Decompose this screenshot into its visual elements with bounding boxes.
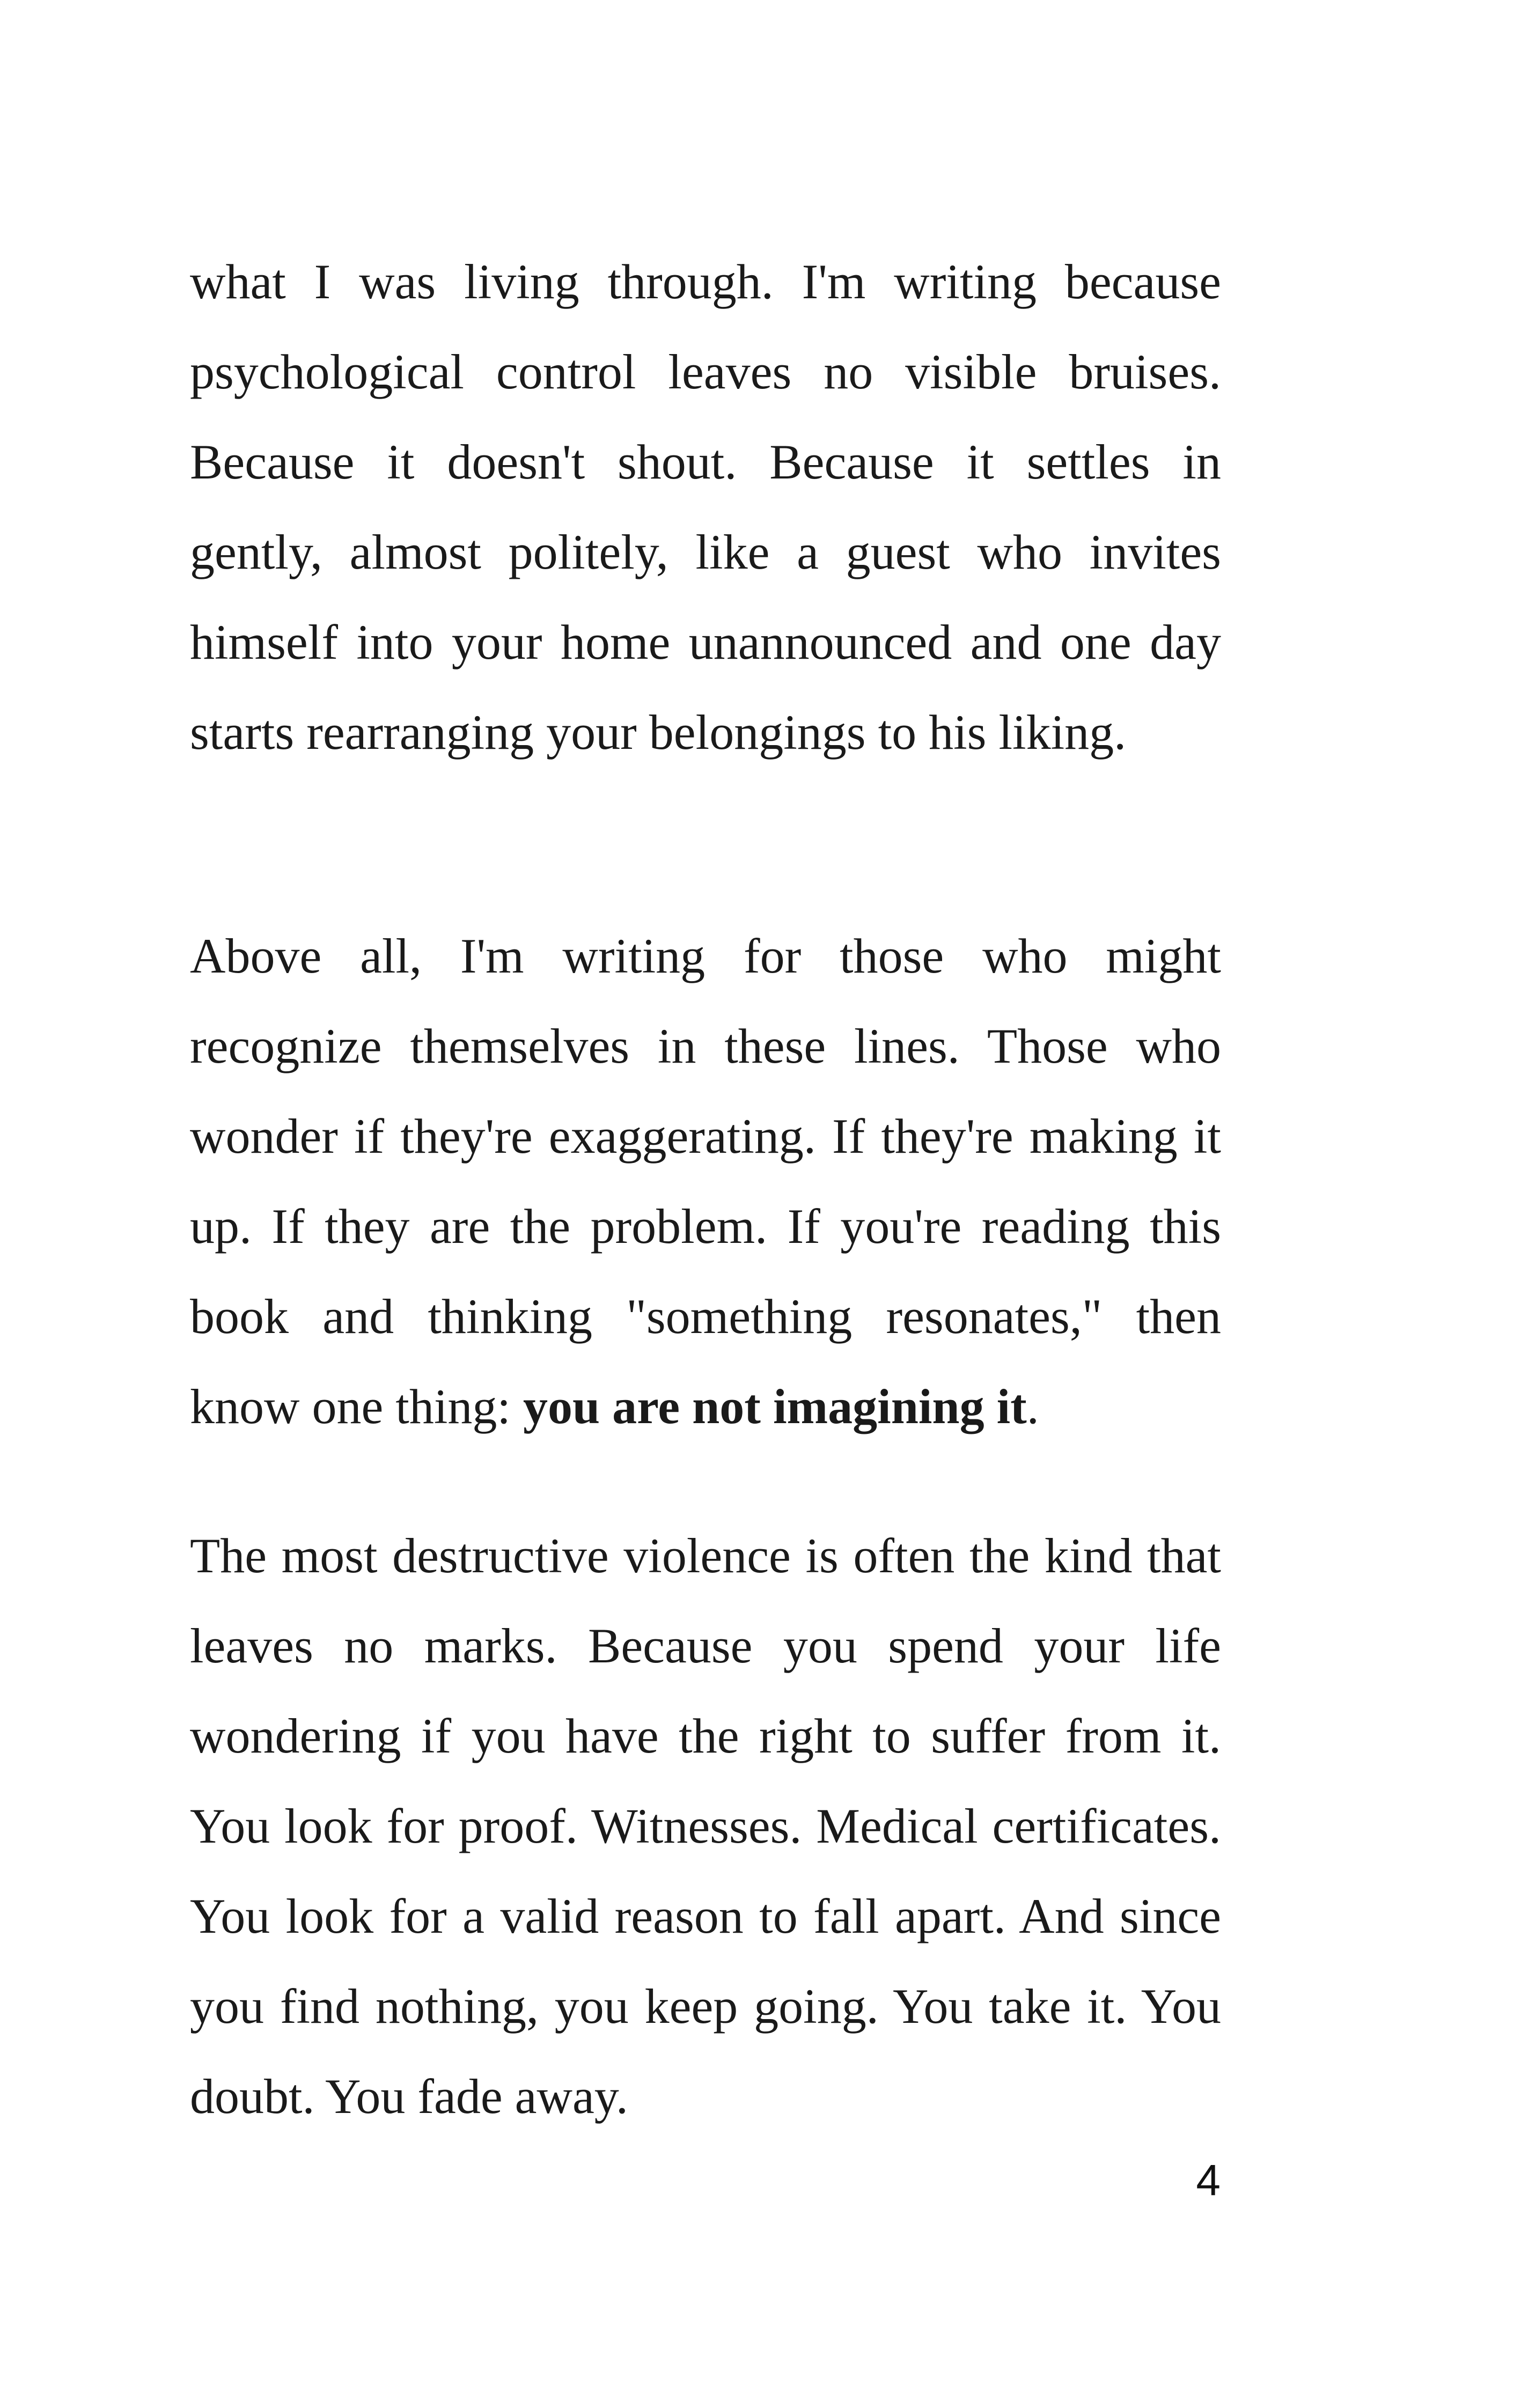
page-number: 4	[1196, 2156, 1221, 2205]
paragraph-2-trailing-text: .	[1026, 1379, 1039, 1434]
paragraph-1	[190, 237, 1221, 777]
paragraph-2-bold-emphasis: you are not imagining it	[523, 1379, 1027, 1434]
paragraph-3	[190, 1511, 1221, 2141]
paragraph-1-text: what I was living through. I'm writing because psychological control leaves no visible bruises. Because it doesn't shout. Because it settles in gently, almost politely, like a guest who invites himself into your home unannounced and one day starts rearranging your belongings to his liking.	[190, 254, 1221, 760]
paragraph-2-text	[190, 911, 1221, 1452]
paragraph-3-text: The most destructive violence is often the kind that leaves no marks. Because you spend your life wondering if you have the right to suffer from it. You look for proof. Witnesses. Medical certificates. You look for a valid reason to fall apart. And since you find nothing, you keep going. You take it. You doubt. You fade away.	[190, 1528, 1221, 2124]
paragraph-2-lead-text: Above all, I'm writing for those who might recognize themselves in these lines. Those who wonder if they're exaggerating. If they're making it up. If they are the problem. If you're reading this book and thinking "something resonates," then know one thing:	[190, 929, 1221, 1434]
paragraph-2	[190, 911, 1221, 1452]
